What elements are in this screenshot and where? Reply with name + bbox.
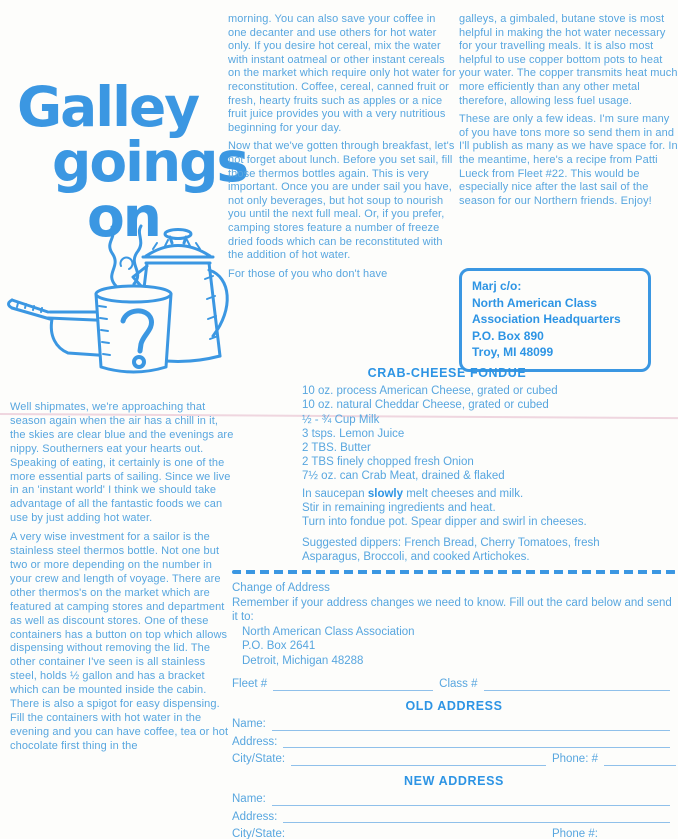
address-label: Address:: [232, 810, 278, 823]
recipe-title: CRAB-CHEESE FONDUE: [367, 366, 527, 380]
new-address-blank: [283, 810, 670, 823]
old-address-blank: [283, 735, 670, 748]
recipe-dippers-note: Suggested dippers: French Bread, Cherry Tomatoes, fresh Asparagus, Broccoli, and cooked Artichokes.: [302, 537, 600, 564]
recipe-section: [287, 366, 672, 565]
old-phone-blank: [604, 753, 676, 766]
right-column: [459, 13, 678, 213]
name-label: Name:: [232, 718, 266, 730]
body-paragraph: galleys, a gimbaled, butane stove is most helpful in making the hot water necessary for your travelling meals. It is also most helpful to use copper bottom pots to heat your water. The copper transmits heat much more efficiently than any other metal therefore, allowing less fuel usage.: [459, 13, 678, 107]
form-intro: Remember if your address changes we need to know. Fill out the card below and send it to:: [232, 596, 672, 623]
old-city-phone-row: [232, 752, 676, 767]
fleet-number-label: Fleet #: [232, 678, 268, 690]
old-name-blank: [272, 718, 670, 731]
recipe-ingredient: 2 TBS finely chopped fresh Onion: [302, 456, 474, 469]
body-paragraph: Now that we've gotten through breakfast, let's not forget about lunch. Before you set sail, fill those thermos bottles again. This is very important. Once you are under sail you have, not only beverages, but hot soup to nourish you until the next full meal. Or, if you prefer, camping stores feature a number of freeze dried foods which can be reconstituted with the addition of hot water.: [228, 140, 455, 262]
recipe-ingredient: 10 oz. natural Cheddar Cheese, grated or cubed: [302, 399, 549, 412]
old-address-heading: OLD ADDRESS: [405, 698, 503, 713]
new-phone-blank: [604, 828, 676, 839]
body-paragraph: These are only a few ideas. I'm sure many of you have tons more so send them in and I'll publish as many as we have space for. In the meantime, here's a recipe from Patti Lueck from Fleet #22. This would be especially nice after the last sail of the season for our Northern friends. Enjoy!: [459, 113, 678, 207]
page-title-line-3: on: [87, 185, 160, 249]
name-label: Name:: [232, 793, 266, 805]
recipe-ingredient: ½ - ¾ Cup Milk: [302, 413, 380, 426]
mailing-address-line: Troy, MI 48099: [472, 345, 554, 359]
new-address-heading: NEW ADDRESS: [404, 773, 504, 788]
send-to-line: North American Class Association: [242, 625, 415, 638]
body-paragraph: A very wise investment for a sailor is the stainless steel thermos bottle. Not one but two or more depending on the number in your crew and length of voyage. There are other thermos's on the market which are featured at camping stores and department as well as discount stores. One of these containers has a button on top which allows dispensing without removing the lid. The other container I've seen is all stainless steel, holds ½ gallon and has a bracket which can be mounted inside the cabin. There is also a spigot for easy dispensing. Fill the containers with hot water in the evening and you can have coffee, tea or hot chocolate first thing in the: [10, 531, 229, 752]
old-address-row: [232, 735, 676, 750]
mailing-address-line: North American Class: [472, 295, 597, 310]
mailing-address-line: Marj c/o:: [472, 279, 522, 293]
recipe-step: Stir in remaining ingredients and heat.: [302, 501, 496, 514]
body-paragraph: morning. You can also save your coffee in one decanter and use others for hot water only. If you desire hot cereal, mix the water with instant oatmeal or other instant cereals on the market which require only hot water for reconstitution. Coffee, cereal, canned fruit or fresh, hearty fruits such as apples or a nice fruit juice provides you with a very nutritious beginning for your day.: [228, 13, 456, 134]
fleet-number-blank: [273, 678, 433, 691]
mailing-address-line: P.O. Box 890: [472, 328, 544, 343]
phone-label: Phone #:: [551, 828, 598, 839]
change-of-address-form: [232, 581, 676, 839]
recipe-ingredient: 3 tsps. Lemon Juice: [302, 427, 405, 440]
body-paragraph: For those of you who don't have: [228, 267, 388, 280]
phone-label: Phone: #: [551, 753, 598, 765]
left-column: [10, 401, 234, 759]
city-state-label: City/State:: [232, 753, 286, 765]
dashed-cut-line: [232, 570, 676, 574]
new-city-phone-row: [232, 827, 676, 839]
send-to-line: P.O. Box 2641: [242, 640, 316, 652]
address-label: Address:: [232, 735, 278, 748]
recipe-ingredient: 2 TBS. Butter: [302, 442, 371, 455]
old-city-state-blank: [291, 753, 546, 766]
new-city-state-blank: [291, 828, 546, 839]
form-heading: Change of Address: [232, 582, 330, 594]
recipe-ingredient: 7½ oz. can Crab Meat, drained & flaked: [302, 470, 505, 483]
class-number-label: Class #: [439, 678, 478, 690]
fleet-class-row: [232, 677, 676, 692]
page-title-line-1: Galley: [17, 75, 199, 139]
new-name-blank: [272, 793, 670, 806]
page-title-line-2: goings: [52, 130, 248, 194]
mailing-address-box: [459, 268, 651, 372]
send-to-line: Detroit, Michigan 48288: [242, 654, 364, 667]
old-name-row: [232, 717, 676, 732]
mailing-address-line: Association Headquarters: [472, 312, 621, 326]
recipe-ingredient-list: [287, 384, 672, 483]
middle-column: [228, 13, 456, 286]
new-name-row: [232, 792, 676, 807]
city-state-label: City/State:: [232, 828, 286, 839]
recipe-ingredient: 10 oz. process American Cheese, grated or cubed: [302, 385, 558, 398]
recipe-steps: [302, 487, 672, 530]
new-address-row: [232, 810, 676, 825]
galley-illustration-icon: [0, 224, 235, 399]
recipe-step-emphasis: slowly: [367, 487, 404, 500]
recipe-step: Turn into fondue pot. Spear dipper and swirl in cheeses.: [302, 516, 587, 529]
send-to-address: [242, 625, 676, 669]
body-paragraph: Well shipmates, we're approaching that season again when the air has a chill in it, the skies are clear blue and the evenings are nippy. Southerners eat your hearts out. Speaking of eating, it certainly is one of the more essential parts of sailing. Since we live in an 'instant world' I think we should take advantage of all the fantastic foods we can use by just adding hot water.: [10, 401, 234, 525]
recipe-step: In saucepan slowly melt cheeses and milk.: [302, 487, 524, 500]
class-number-blank: [484, 678, 670, 691]
